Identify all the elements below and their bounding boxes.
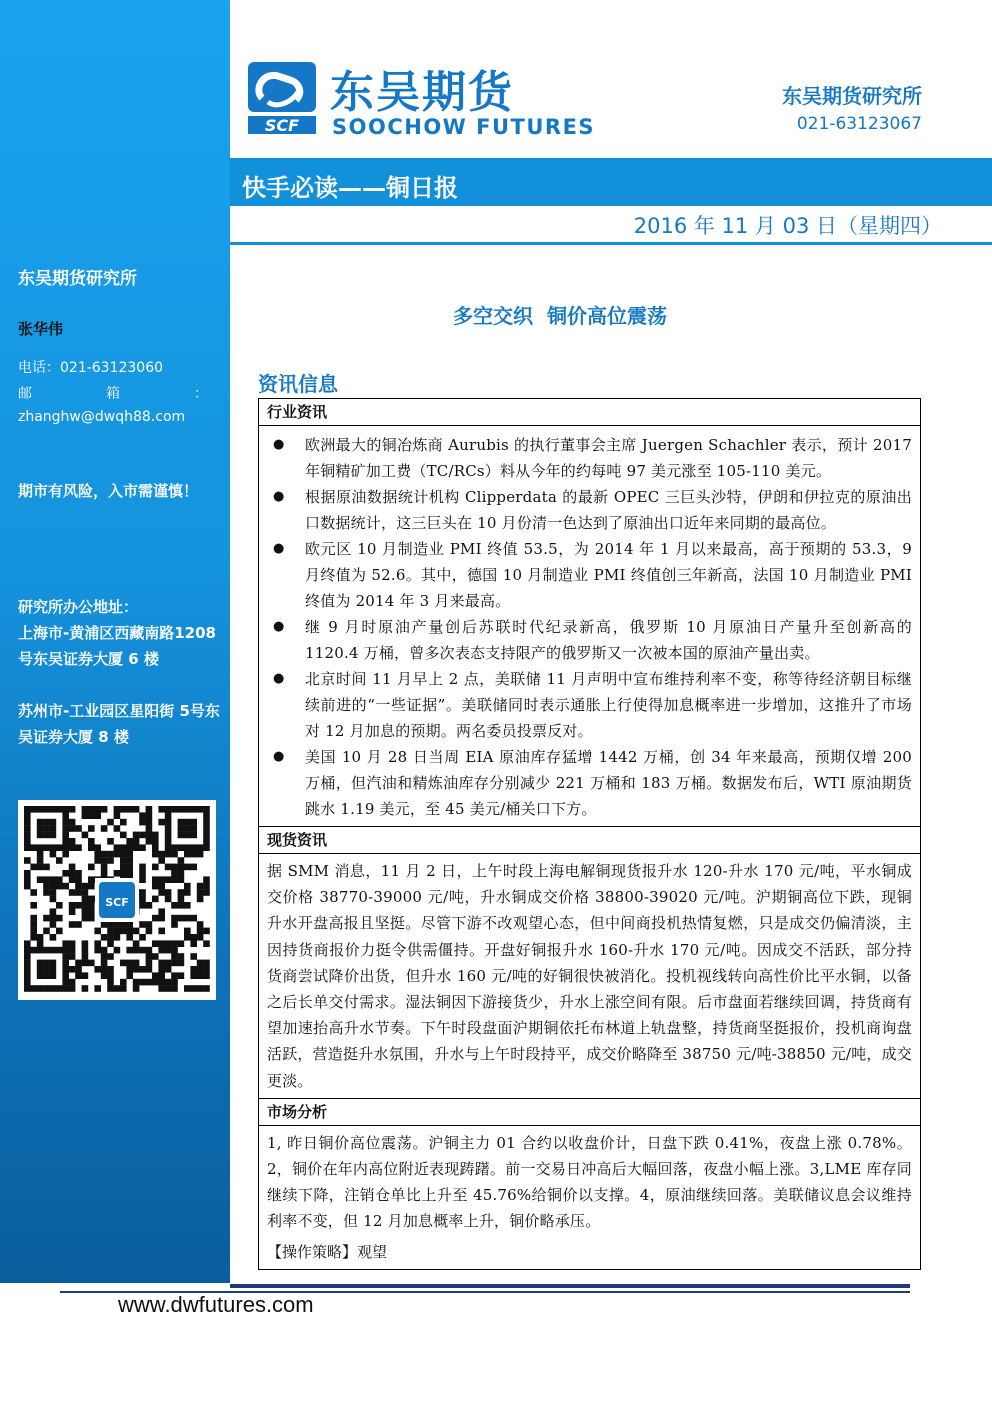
industry-section [259,399,920,826]
qr-logo-text: SCF [105,896,129,909]
footer-url[interactable]: www.dwfutures.com [118,1292,314,1317]
header-institute: 东吴期货研究所 [782,84,922,108]
date-bar [230,206,992,245]
header-phone: 021-63123067 [796,114,922,134]
spot-section [259,826,920,1098]
strategy-text: 【操作策略】观望 [267,1242,388,1261]
report-title: 快手必读——铜日报 [242,174,458,202]
brand-logo [248,62,316,134]
industry-heading: 行业资讯 [259,399,920,426]
list-item: ● 欧洲最大的铜冶炼商 Aurubis 的执行董事会主席 Juergen Schachler 表示，预计 2017 年铜精矿加工费（TC/RCs）料从今年的约每吨 97 美元涨至 105-110 美元。 [267,432,912,484]
email-label-char: 邮 [18,386,32,402]
qr-code[interactable] [18,800,216,1000]
analysis-heading: 市场分析 [259,1099,920,1126]
qr-code-graphic [18,800,216,1000]
list-item: ● 美国 10 月 28 日当周 EIA 原油库存猛增 1442 万桶，创 34 年来最高，预期仅增 200 万桶，但汽油和精炼油库存分别减少 221 万桶和 183 万桶。数据发布后，WTI 原油期货跳水 1.19 美元，至 45 美元/桶关口下方。 [267,744,912,822]
section-title: 资讯信息 [258,372,338,396]
sidebar-institute: 东吴期货研究所 [18,269,137,289]
title-band [230,158,992,206]
brand-name-cn: 东吴期货 [330,67,514,118]
analyst-phone: 电话：021-63123060 [18,360,164,376]
analyst-name: 张华伟 [18,320,64,338]
address-suzhou: 苏州市-工业园区星阳街 5号东吴证券大厦 8 楼 [18,702,220,746]
email-label-char: ： [194,386,208,402]
list-item: ● 北京时间 11 月早上 2 点，美联储 11 月声明中宣布维持利率不变，称等待经济朝目标继续前进的“一些证据”。美联储同时表示通胀上行使得加息概率进一步增加，这推升了市场对 12 月加息的预期。两名委员投票反对。 [267,666,912,744]
spot-heading: 现货资讯 [259,827,920,854]
email-label [18,383,208,403]
headline: 多空交织 铜价高位震荡 [453,304,667,328]
industry-list [259,426,920,826]
address-title: 研究所办公地址： [18,598,139,616]
address-shanghai: 上海市-黄浦区西藏南路1208 号东吴证券大厦 6 楼 [18,624,216,668]
list-item: ● 欧元区 10 月制造业 PMI 终值 53.5，为 2014 年 1 月以来最高，高于预期的 53.3，9 月终值为 52.6。其中，德国 10 月制造业 PMI 终值创三年新高，法国 10 月制造业 PMI 终值为 2014 年 3 月来最高。 [267,536,912,614]
analysis-text: 1, 昨日铜价高位震荡。沪铜主力 01 合约以收盘价计，日盘下跌 0.41%，夜盘上涨 0.78%。2，铜价在年内高位附近表现踌躇。前一交易日冲高后大幅回落，夜盘小幅上涨。3,LME 库存同继续下降，注销仓单比上升至 45.76%给铜价以支撑。4，原油继续回落。美联储议息会议维持利率不变，但 12 月加息概率上升，铜价略承压。 [267,1133,912,1231]
logo-text: SCF [264,116,300,134]
footer-rule [230,1284,910,1288]
spot-text: 据 SMM 消息，11 月 2 日，上午时段上海电解铜现货报升水 120-升水 170 元/吨，平水铜成交价格 38770-39000 元/吨，升水铜成交价格 38800-39020 元/吨。沪期铜高位下跌，现铜升水开盘高报且坚挺。尽管下游不改观望心态，但中间商投机热情复燃，只是成交仍偏清淡，主因持货商报价力挺令供需僵持。开盘好铜报升水 160-升水 170 元/吨。因成交不活跃，部分持货商尝试降价出货，但升水 160 元/吨的好铜很快被消化。投机视线转向高性价比平水铜，以备之后长单交付需求。湿法铜因下游接货少，升水上涨空间有限。后市盘面若继续回调，持货商有望加速抬高升水节奏。下午时段盘面沪期铜依托布林道上轨盘整，持货商坚挺报价，投机商询盘活跃，营造挺升水氛围，升水与上午时段持平，成交价略降至 38750 元/吨-38850 元/吨，成交更淡。 [267,862,912,1090]
brand-name-en: SOOCHOW FUTURES [332,115,596,139]
risk-notice: 期市有风险，入市需谨慎！ [18,482,199,500]
list-item: ● 继 9 月时原油产量创后苏联时代纪录新高，俄罗斯 10 月原油日产量升至创新高的 1120.4 万桶，曾多次表态支持限产的俄罗斯又一次被本国的原油产量出卖。 [267,614,912,666]
analyst-email[interactable]: zhanghw@dwqh88.com [18,409,186,425]
logo-icon [248,62,316,134]
email-label-char: 箱 [106,386,120,402]
info-table [258,398,921,1270]
left-sidebar [0,0,230,1283]
report-date: 2016 年 11 月 03 日（星期四） [633,214,942,238]
list-item: ● 根据原油数据统计机构 Clipperdata 的最新 OPEC 三巨头沙特，伊朗和伊拉克的原油出口数据统计，这三巨头在 10 月份清一色达到了原油出口近年来同期的最高位。 [267,484,912,536]
analysis-section [259,1098,920,1269]
